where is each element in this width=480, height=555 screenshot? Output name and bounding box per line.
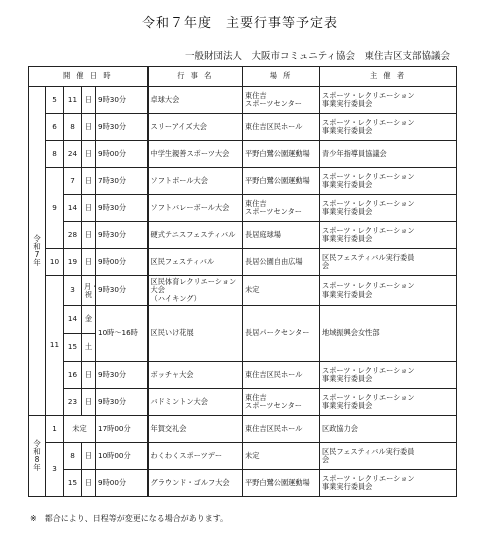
time-cell: 9時00分 (96, 470, 148, 497)
event-cell: 区民体育レクリエーション大会 （ハイキング） (148, 276, 243, 306)
event-cell: 卓球大会 (148, 87, 243, 114)
weekday-cell: 日 (82, 141, 96, 168)
time-cell: 10時00分 (96, 443, 148, 470)
place-cell: 東住吉 スポーツセンター (243, 389, 320, 416)
month-cell: 6 (46, 114, 64, 141)
month-cell: 8 (46, 141, 64, 168)
table-row (29, 141, 457, 168)
place-cell: 平野白鷺公園運動場 (243, 470, 320, 497)
table-row (29, 306, 457, 334)
organizer-cell: 区民フェスティバル実行委員 会 (320, 249, 457, 276)
day-cell: 15 (64, 470, 82, 497)
weekday-cell: 日 (82, 87, 96, 114)
organizer-cell: スポーツ・レクリエーション 事業実行委員会 (320, 87, 457, 114)
event-cell: スリーアイズ大会 (148, 114, 243, 141)
event-cell: 中学生親善スポーツ大会 (148, 141, 243, 168)
day-cell: 14 (64, 306, 82, 334)
time-cell: 9時30分 (96, 276, 148, 306)
day-cell: 16 (64, 362, 82, 389)
place-cell: 東住吉区民ホール (243, 416, 320, 443)
era-reiwa8: 令 和 8 年 (29, 416, 46, 497)
month-cell: 3 (46, 443, 64, 497)
event-cell: ソフトボール大会 (148, 168, 243, 195)
place-cell: 長居庭球場 (243, 222, 320, 249)
organizer-cell: スポーツ・レクリエーション 事業実行委員会 (320, 362, 457, 389)
time-cell: 9時30分 (96, 87, 148, 114)
header-row (29, 67, 457, 87)
era-reiwa7: 令 和 7 年 (29, 87, 46, 416)
time-cell: 17時00分 (96, 416, 148, 443)
event-cell: バドミントン大会 (148, 389, 243, 416)
time-cell: 9時30分 (96, 362, 148, 389)
time-cell: 10時～16時 (96, 306, 148, 362)
table-row (29, 114, 457, 141)
weekday-cell: 日 (82, 443, 96, 470)
organizer-cell: スポーツ・レクリエーション 事業実行委員会 (320, 389, 457, 416)
place-cell: 長居パークセンター (243, 306, 320, 362)
event-cell: 区民フェスティバル (148, 249, 243, 276)
table-row (29, 168, 457, 195)
organization-name: 一般財団法人 大阪市コミュニティ協会 東住吉区支部協議会 (184, 51, 450, 62)
event-cell: わくわくスポーツデー (148, 443, 243, 470)
organizer-cell: スポーツ・レクリエーション 事業実行委員会 (320, 222, 457, 249)
organizer-cell: スポーツ・レクリエーション 事業実行委員会 (320, 114, 457, 141)
time-cell: 9時30分 (96, 195, 148, 222)
time-cell: 9時30分 (96, 222, 148, 249)
schedule-table (28, 66, 457, 497)
weekday-cell: 日 (82, 470, 96, 497)
organizer-cell: 区政協力会 (320, 416, 457, 443)
table-row (29, 222, 457, 249)
time-cell: 9時30分 (96, 389, 148, 416)
weekday-cell: 金 (82, 306, 96, 334)
time-cell: 9時30分 (96, 114, 148, 141)
table-row (29, 443, 457, 470)
table-row (29, 470, 457, 497)
day-cell: 19 (64, 249, 82, 276)
organizer-cell: スポーツ・レクリエーション 事業実行委員会 (320, 470, 457, 497)
table-row (29, 362, 457, 389)
table-row (29, 195, 457, 222)
time-cell: 9時00分 (96, 249, 148, 276)
event-cell: 区民いけ花展 (148, 306, 243, 362)
weekday-cell: 土 (82, 334, 96, 362)
table-row (29, 276, 457, 306)
place-cell: 東住吉 スポーツセンター (243, 195, 320, 222)
header-place: 場 所 (243, 67, 320, 87)
header-event: 行 事 名 (148, 67, 243, 87)
event-cell: ボッチャ大会 (148, 362, 243, 389)
organizer-cell: 青少年指導員協議会 (320, 141, 457, 168)
organizer-cell: スポーツ・レクリエーション 事業実行委員会 (320, 195, 457, 222)
month-cell: 11 (46, 276, 64, 416)
day-cell: 3 (64, 276, 82, 306)
month-cell: 5 (46, 87, 64, 114)
organizer-cell: 区民フェスティバル実行委員 会 (320, 443, 457, 470)
day-cell: 8 (64, 114, 82, 141)
weekday-cell: 日 (82, 222, 96, 249)
time-cell: 9時00分 (96, 141, 148, 168)
table-row (29, 416, 457, 443)
day-cell: 28 (64, 222, 82, 249)
place-cell: 東住吉 スポーツセンター (243, 87, 320, 114)
place-cell: 東住吉区民ホール (243, 362, 320, 389)
place-cell: 未定 (243, 443, 320, 470)
page-title: 令和７年度 主要行事等予定表 (141, 16, 338, 31)
footnote: ※ 都合により、日程等が変更になる場合があります。 (30, 514, 229, 523)
table-row (29, 87, 457, 114)
day-cell: 24 (64, 141, 82, 168)
day-cell: 未定 (64, 416, 96, 443)
event-cell: グラウンド・ゴルフ大会 (148, 470, 243, 497)
header-date: 開 催 日 時 (29, 67, 148, 87)
organizer-cell: スポーツ・レクリエーション 事業実行委員会 (320, 276, 457, 306)
month-cell: 9 (46, 168, 64, 249)
place-cell: 平野白鷺公園運動場 (243, 141, 320, 168)
day-cell: 23 (64, 389, 82, 416)
table-row (29, 389, 457, 416)
header-organizer: 主 催 者 (320, 67, 457, 87)
place-cell: 長居公園自由広場 (243, 249, 320, 276)
weekday-cell: 日 (82, 114, 96, 141)
organizer-cell: 地域振興会女性部 (320, 306, 457, 362)
place-cell: 未定 (243, 276, 320, 306)
weekday-cell: 日 (82, 389, 96, 416)
event-cell: ソフトバレーボール大会 (148, 195, 243, 222)
organizer-cell: スポーツ・レクリエーション 事業実行委員会 (320, 168, 457, 195)
table-row (29, 249, 457, 276)
weekday-cell: 日 (82, 249, 96, 276)
month-cell: 1 (46, 416, 64, 443)
day-cell: 15 (64, 334, 82, 362)
time-cell: 7時30分 (96, 168, 148, 195)
day-cell: 11 (64, 87, 82, 114)
day-cell: 14 (64, 195, 82, 222)
place-cell: 平野白鷺公園運動場 (243, 168, 320, 195)
weekday-cell: 日 (82, 168, 96, 195)
weekday-cell: 月・ 祝 (82, 276, 96, 306)
month-cell: 10 (46, 249, 64, 276)
weekday-cell: 日 (82, 195, 96, 222)
event-cell: 硬式テニスフェスティバル (148, 222, 243, 249)
day-cell: 7 (64, 168, 82, 195)
day-cell: 8 (64, 443, 82, 470)
event-cell: 年賀交礼会 (148, 416, 243, 443)
weekday-cell: 日 (82, 362, 96, 389)
place-cell: 東住吉区民ホール (243, 114, 320, 141)
